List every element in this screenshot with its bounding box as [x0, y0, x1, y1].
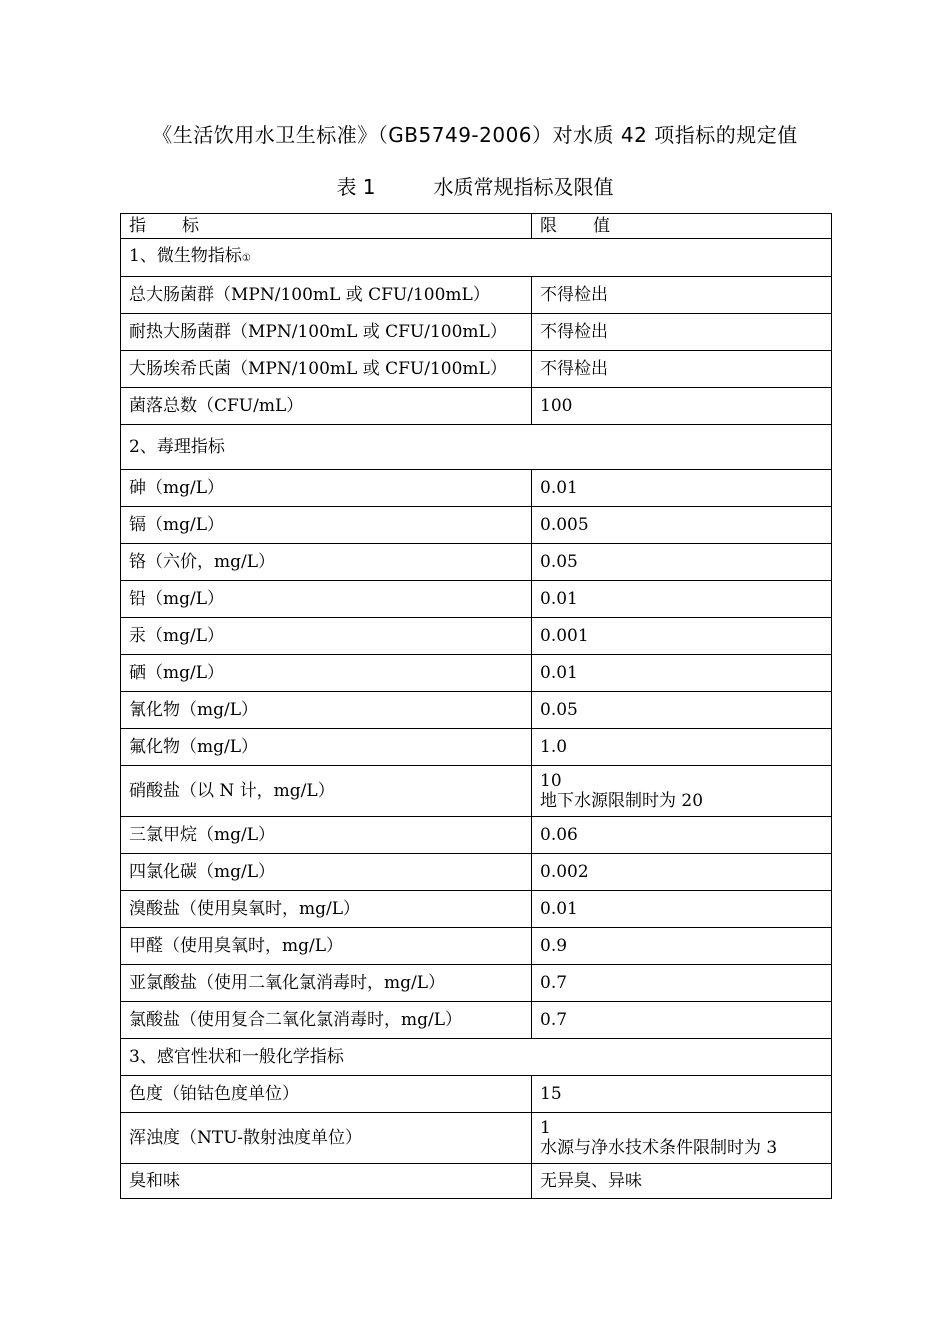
indicator-name: 亚氯酸盐（使用二氧化氯消毒时，mg/L） [121, 965, 532, 1002]
section-label: 1、微生物指标 [129, 246, 242, 266]
indicator-name: 三氯甲烷（mg/L） [121, 817, 532, 854]
indicator-name: 总大肠菌群（MPN/100mL 或 CFU/100mL） [121, 277, 532, 314]
table-caption [0, 173, 950, 201]
indicator-limit: 0.002 [532, 854, 832, 891]
indicator-name: 大肠埃希氏菌（MPN/100mL 或 CFU/100mL） [121, 351, 532, 388]
section-row-organoleptic [121, 1039, 832, 1076]
section-label: 3、感官性状和一般化学指标 [121, 1039, 832, 1076]
table-row [121, 581, 832, 618]
indicator-limit: 无异臭、异味 [532, 1164, 832, 1199]
section-label: 2、毒理指标 [121, 425, 832, 470]
indicator-limit: 0.06 [532, 817, 832, 854]
table-row [121, 1164, 832, 1199]
indicator-name: 菌落总数（CFU/mL） [121, 388, 532, 425]
indicator-limit: 0.7 [532, 1002, 832, 1039]
section-row-toxicological [121, 425, 832, 470]
indicator-limit: 10 地下水源限制时为 20 [532, 766, 832, 817]
indicator-limit: 0.9 [532, 928, 832, 965]
indicator-limit: 0.05 [532, 544, 832, 581]
table-row [121, 1113, 832, 1164]
table-row [121, 729, 832, 766]
indicator-limit: 0.01 [532, 891, 832, 928]
indicator-limit: 0.005 [532, 507, 832, 544]
limit-note: 地下水源限制时为 20 [540, 791, 704, 811]
indicator-limit: 0.01 [532, 470, 832, 507]
indicator-limit: 0.7 [532, 965, 832, 1002]
indicator-limit: 15 [532, 1076, 832, 1113]
water-quality-table [120, 213, 832, 1199]
table-row [121, 277, 832, 314]
indicator-limit: 1 水源与净水技术条件限制时为 3 [532, 1113, 832, 1164]
indicator-limit: 不得检出 [532, 314, 832, 351]
header-limit: 限 值 [532, 214, 832, 239]
table-row [121, 1002, 832, 1039]
indicator-name: 耐热大肠菌群（MPN/100mL 或 CFU/100mL） [121, 314, 532, 351]
indicator-name: 氟化物（mg/L） [121, 729, 532, 766]
indicator-name: 镉（mg/L） [121, 507, 532, 544]
indicator-limit: 100 [532, 388, 832, 425]
indicator-name: 四氯化碳（mg/L） [121, 854, 532, 891]
indicator-limit: 1.0 [532, 729, 832, 766]
table-row [121, 1076, 832, 1113]
indicator-name: 浑浊度（NTU-散射浊度单位） [121, 1113, 532, 1164]
indicator-name: 溴酸盐（使用臭氧时，mg/L） [121, 891, 532, 928]
indicator-name: 硝酸盐（以 N 计，mg/L） [121, 766, 532, 817]
indicator-limit: 0.01 [532, 655, 832, 692]
indicator-limit: 0.01 [532, 581, 832, 618]
indicator-limit: 不得检出 [532, 351, 832, 388]
table-row [121, 507, 832, 544]
indicator-name: 砷（mg/L） [121, 470, 532, 507]
table-row [121, 388, 832, 425]
table-row [121, 854, 832, 891]
footnote-marker: ① [241, 253, 251, 264]
indicator-name: 氯酸盐（使用复合二氧化氯消毒时，mg/L） [121, 1002, 532, 1039]
table-row [121, 618, 832, 655]
header-indicator: 指 标 [121, 214, 532, 239]
table-name: 水质常规指标及限值 [433, 175, 614, 199]
table-header-row [121, 214, 832, 239]
indicator-limit: 0.05 [532, 692, 832, 729]
table-number: 表 1 [336, 175, 376, 199]
indicator-name: 甲醛（使用臭氧时，mg/L） [121, 928, 532, 965]
indicator-name: 色度（铂钴色度单位） [121, 1076, 532, 1113]
table-row [121, 766, 832, 817]
table-row [121, 692, 832, 729]
table-row [121, 655, 832, 692]
table-row [121, 891, 832, 928]
table-row [121, 928, 832, 965]
indicator-name: 铬（六价，mg/L） [121, 544, 532, 581]
table-row [121, 351, 832, 388]
indicator-name: 汞（mg/L） [121, 618, 532, 655]
indicator-limit: 不得检出 [532, 277, 832, 314]
indicator-name: 铅（mg/L） [121, 581, 532, 618]
limit-note: 水源与净水技术条件限制时为 3 [540, 1138, 778, 1158]
table-row [121, 470, 832, 507]
table-row [121, 544, 832, 581]
section-row-microbial [121, 239, 832, 277]
indicator-name: 臭和味 [121, 1164, 532, 1199]
indicator-name: 硒（mg/L） [121, 655, 532, 692]
document-title: 《生活饮用水卫生标准》（GB5749-2006）对水质 42 项指标的规定值 [152, 123, 798, 147]
indicator-limit: 0.001 [532, 618, 832, 655]
indicator-name: 氰化物（mg/L） [121, 692, 532, 729]
table-row [121, 314, 832, 351]
table-row [121, 965, 832, 1002]
table-row [121, 817, 832, 854]
